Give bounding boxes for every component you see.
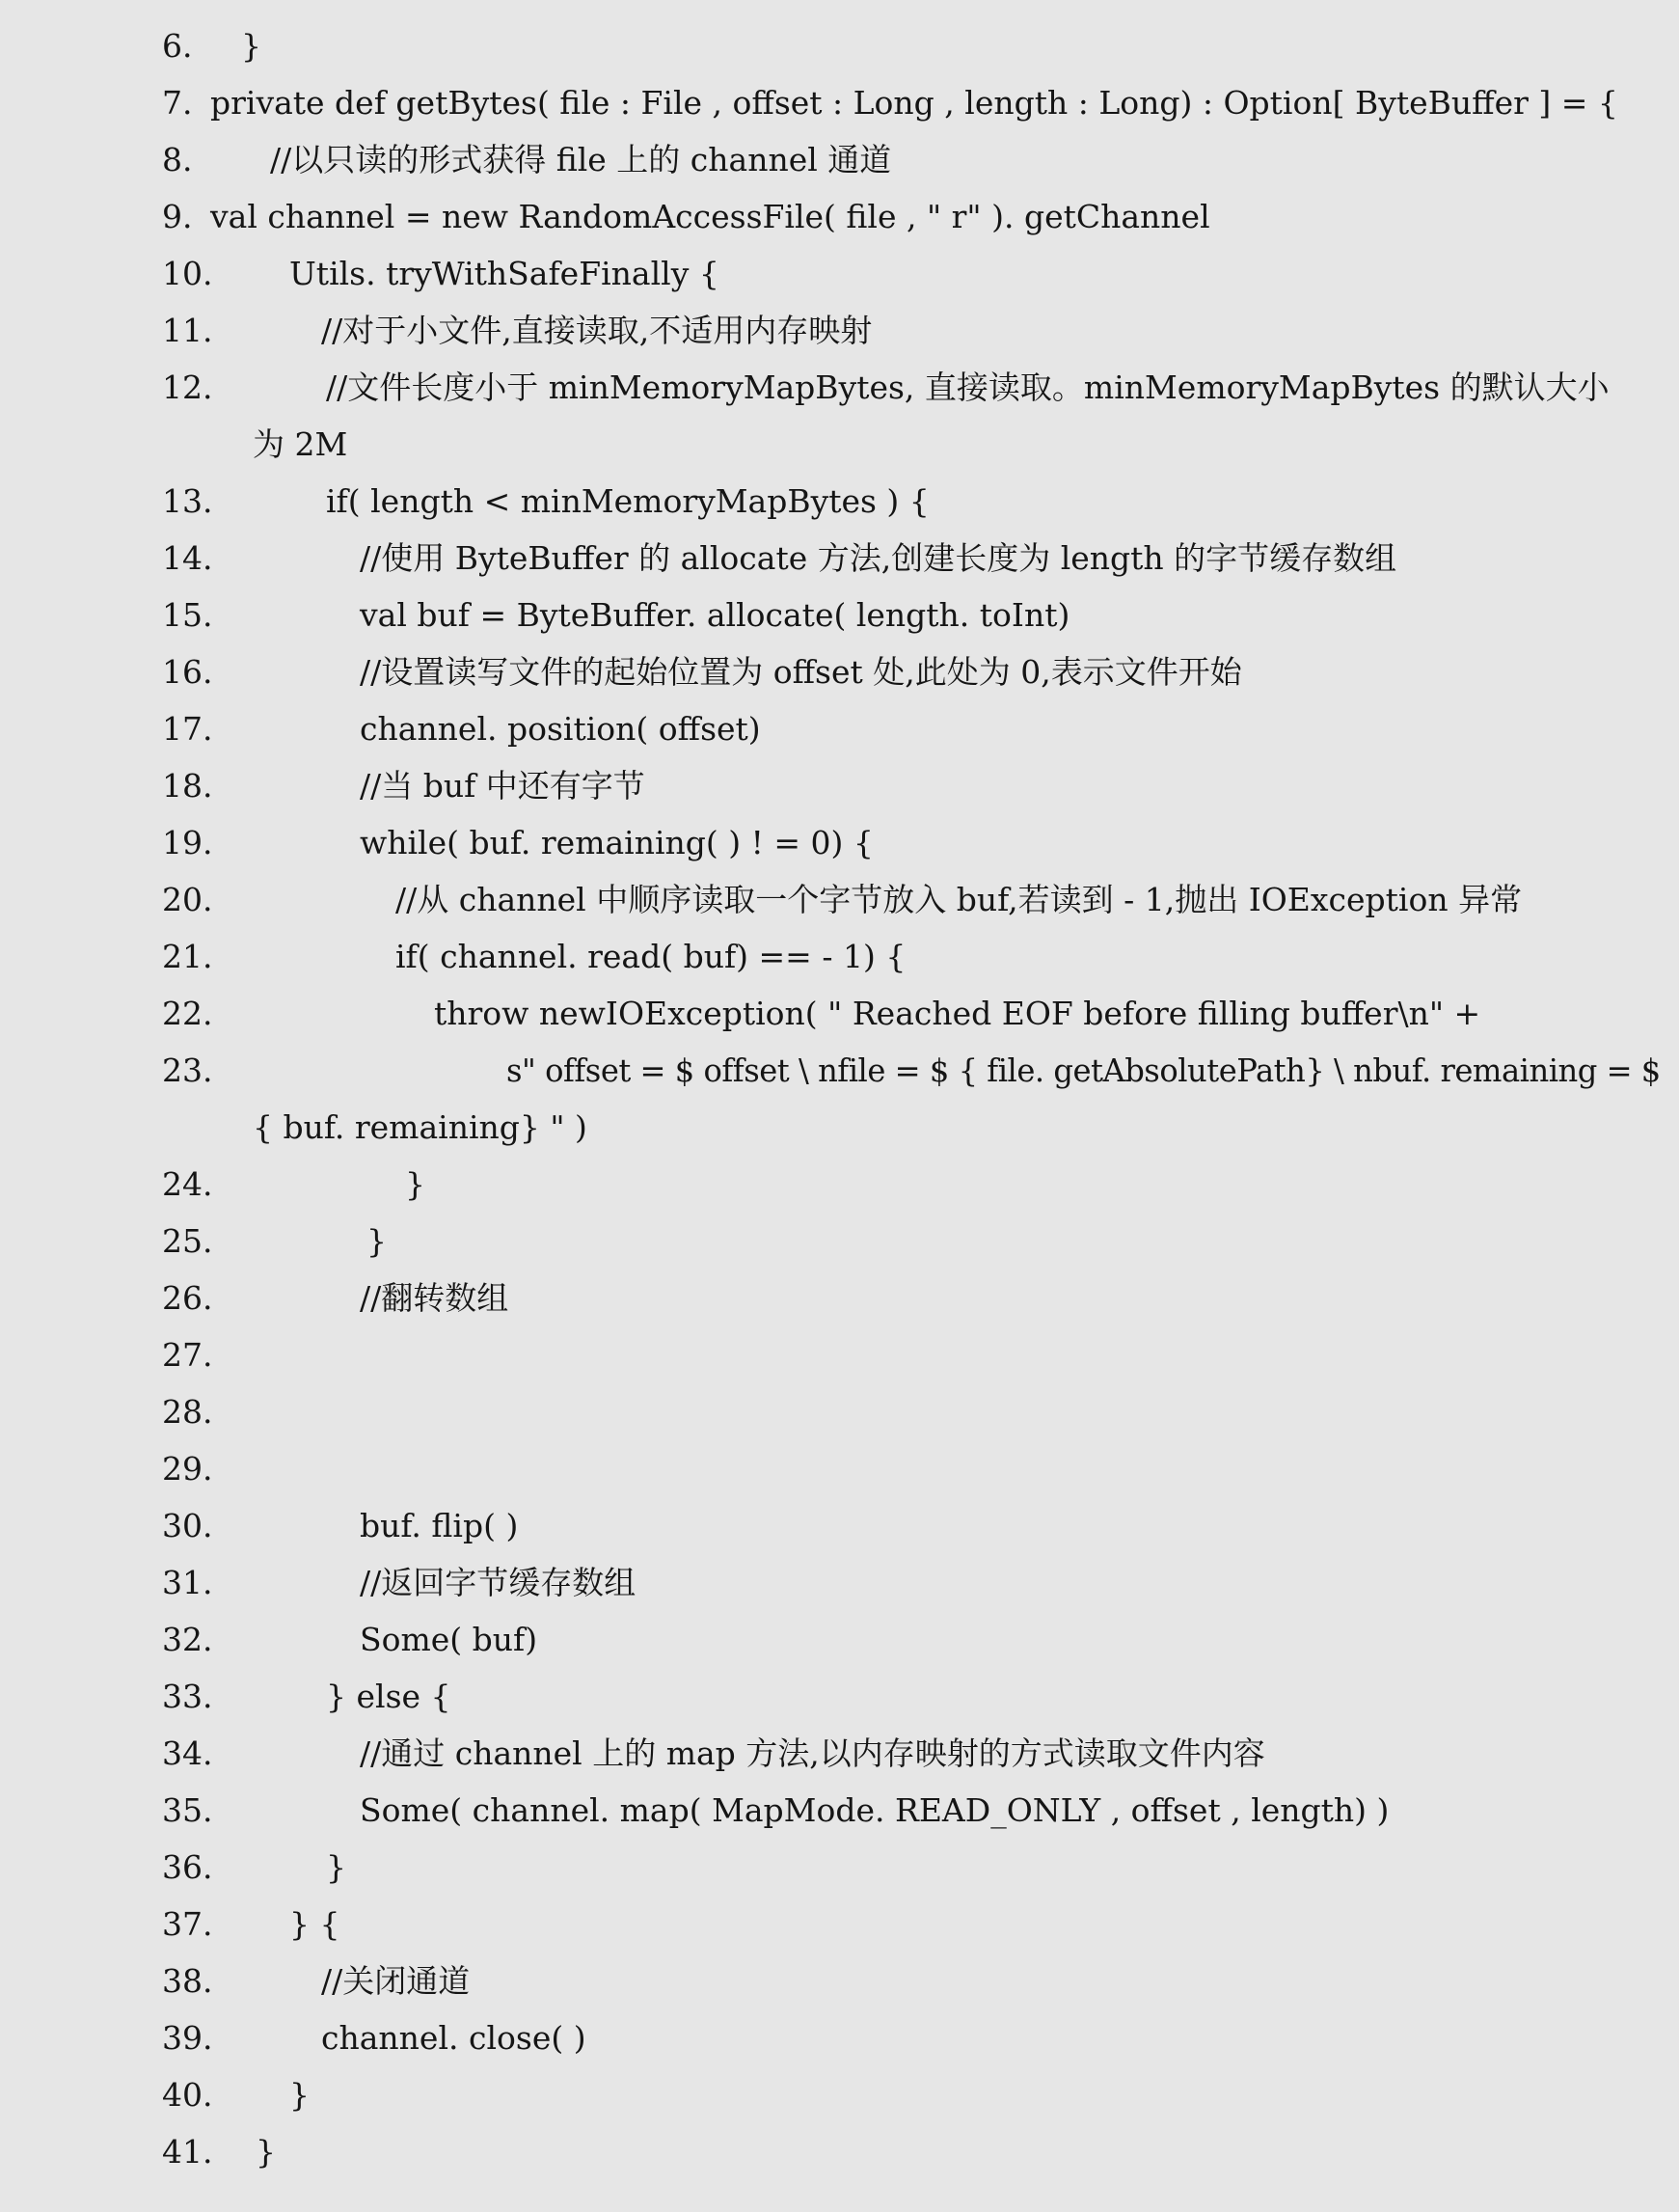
line-number: 31.	[162, 1564, 213, 1601]
line-number: 16.	[162, 653, 213, 691]
code-line	[0, 1782, 1679, 1839]
code-line	[0, 2123, 1679, 2180]
line-number: 25.	[162, 1222, 213, 1260]
code-line	[0, 1554, 1679, 1611]
line-code: //从 channel 中顺序读取一个字节放入 buf,若读到 - 1,抛出 IOException 异常	[395, 881, 1523, 918]
line-code: //通过 channel 上的 map 方法,以内存映射的方式读取文件内容	[360, 1734, 1265, 1772]
line-number: 39.	[162, 2019, 213, 2057]
line-number: 28.	[162, 1393, 213, 1431]
line-number: 15.	[162, 596, 213, 634]
code-line	[0, 473, 1679, 530]
line-code-continuation: { buf. remaining} " )	[253, 1108, 587, 1146]
line-number: 17.	[162, 710, 213, 748]
line-number: 26.	[162, 1279, 213, 1317]
code-line	[0, 302, 1679, 359]
code-line	[0, 643, 1679, 700]
line-code: }	[289, 2076, 310, 2114]
line-number: 19.	[162, 824, 213, 861]
line-code: if( length < minMemoryMapBytes ) {	[326, 482, 930, 520]
line-code: }	[256, 2133, 276, 2171]
line-number: 35.	[162, 1791, 213, 1829]
line-code: Utils. tryWithSafeFinally {	[289, 255, 719, 292]
code-line	[0, 928, 1679, 985]
line-code: Some( buf)	[360, 1621, 538, 1658]
code-line	[0, 74, 1679, 131]
line-code: //关闭通道	[321, 1962, 471, 2000]
line-number: 34.	[162, 1734, 213, 1772]
code-line	[0, 245, 1679, 302]
line-number: 9.	[162, 198, 193, 235]
code-line	[0, 1270, 1679, 1326]
code-line	[0, 1497, 1679, 1554]
line-code: channel. position( offset)	[360, 710, 761, 748]
line-code: }	[405, 1165, 425, 1203]
line-number: 11.	[162, 312, 213, 349]
line-code: private def getBytes( file : File , offset : Long , length : Long) : Option[ ByteBuffer ] = {	[210, 84, 1618, 122]
line-code: buf. flip( )	[360, 1507, 519, 1544]
line-number: 14.	[162, 539, 213, 577]
line-code: //以只读的形式获得 file 上的 channel 通道	[270, 141, 892, 178]
code-line	[0, 359, 1679, 416]
line-code: //使用 ByteBuffer 的 allocate 方法,创建长度为 length 的字节缓存数组	[360, 539, 1397, 577]
code-line	[0, 985, 1679, 1042]
line-code: } else {	[326, 1678, 451, 1715]
line-number: 18.	[162, 767, 213, 805]
line-code: //设置读写文件的起始位置为 offset 处,此处为 0,表示文件开始	[360, 653, 1242, 691]
line-code: }	[326, 1848, 346, 1886]
code-line	[0, 1440, 1679, 1497]
line-number: 30.	[162, 1507, 213, 1544]
code-line	[0, 1326, 1679, 1383]
code-line	[0, 1896, 1679, 1953]
code-line	[0, 1042, 1679, 1099]
code-line	[0, 188, 1679, 245]
code-line	[0, 814, 1679, 871]
line-number: 38.	[162, 1962, 213, 2000]
line-number: 24.	[162, 1165, 213, 1203]
code-line	[0, 757, 1679, 814]
code-line	[0, 17, 1679, 74]
line-code: //返回字节缓存数组	[360, 1564, 636, 1601]
code-line	[0, 1383, 1679, 1440]
line-number: 33.	[162, 1678, 213, 1715]
line-code: while( buf. remaining( ) ! = 0) {	[360, 824, 874, 861]
code-line	[0, 700, 1679, 757]
line-code-continuation: 为 2M	[253, 425, 348, 463]
line-number: 8.	[162, 141, 193, 178]
line-number: 37.	[162, 1905, 213, 1943]
code-line	[0, 1953, 1679, 2009]
code-line	[0, 1156, 1679, 1213]
line-code: } {	[289, 1905, 340, 1943]
code-line	[0, 1213, 1679, 1270]
code-line	[0, 1668, 1679, 1725]
line-code: val buf = ByteBuffer. allocate( length. toInt)	[360, 596, 1070, 634]
line-number: 23.	[162, 1051, 213, 1089]
line-number: 36.	[162, 1848, 213, 1886]
line-number: 12.	[162, 369, 213, 406]
line-code: s" offset = $ offset \ nfile = $ { file. getAbsolutePath} \ nbuf. remaining = $	[506, 1051, 1661, 1089]
code-line	[0, 1725, 1679, 1782]
code-line	[0, 131, 1679, 188]
line-number: 32.	[162, 1621, 213, 1658]
code-line	[0, 530, 1679, 587]
code-line	[0, 871, 1679, 928]
line-number: 7.	[162, 84, 193, 122]
line-code: if( channel. read( buf) == - 1) {	[395, 938, 907, 975]
line-number: 13.	[162, 482, 213, 520]
line-code: val channel = new RandomAccessFile( file , " r" ). getChannel	[210, 198, 1210, 235]
line-code: channel. close( )	[321, 2019, 586, 2057]
code-line	[0, 1839, 1679, 1896]
line-number: 40.	[162, 2076, 213, 2114]
code-line	[0, 1611, 1679, 1668]
line-number: 21.	[162, 938, 213, 975]
code-line	[0, 2009, 1679, 2066]
line-number: 6.	[162, 27, 193, 65]
line-code: throw newIOException( " Reached EOF before filling buffer\n" +	[434, 995, 1481, 1032]
line-number: 29.	[162, 1450, 213, 1488]
line-number: 22.	[162, 995, 213, 1032]
line-code: //文件长度小于 minMemoryMapBytes, 直接读取。minMemoryMapBytes 的默认大小	[326, 369, 1610, 406]
line-number: 20.	[162, 881, 213, 918]
line-code: Some( channel. map( MapMode. READ_ONLY , offset , length) )	[360, 1791, 1390, 1829]
line-code: }	[241, 27, 261, 65]
line-code: //对于小文件,直接读取,不适用内存映射	[321, 312, 873, 349]
line-code: }	[366, 1222, 387, 1260]
line-number: 10.	[162, 255, 213, 292]
code-line	[0, 587, 1679, 643]
line-number: 27.	[162, 1336, 213, 1374]
line-code: //翻转数组	[360, 1279, 509, 1317]
line-code: //当 buf 中还有字节	[360, 767, 645, 805]
code-line	[0, 2066, 1679, 2123]
line-number: 41.	[162, 2133, 213, 2171]
